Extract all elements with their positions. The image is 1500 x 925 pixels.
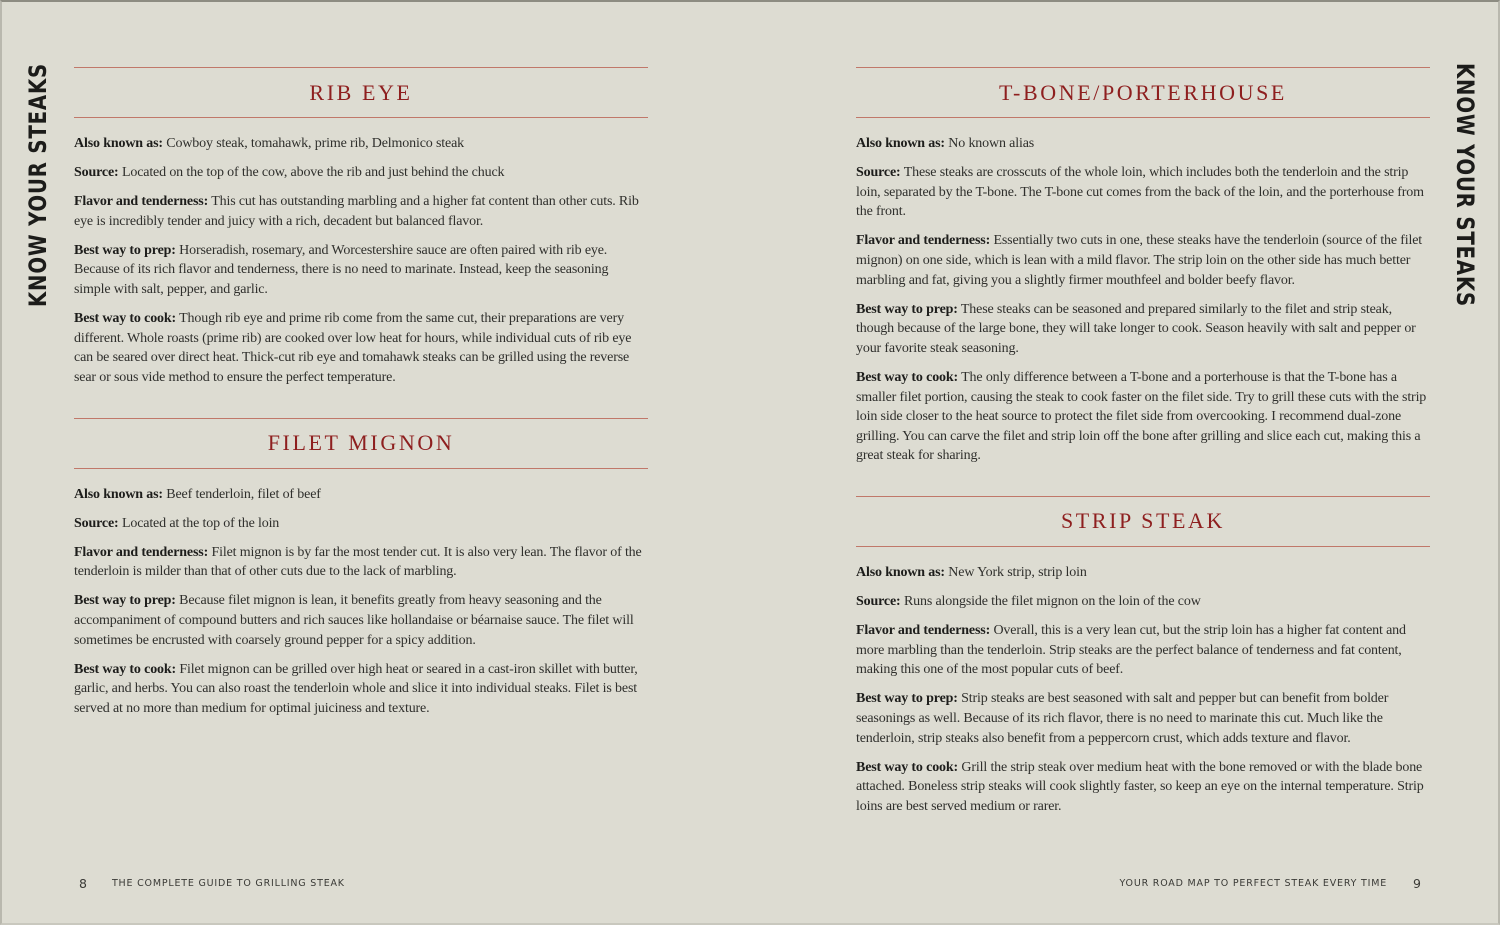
section-filet-mignon — [74, 418, 648, 719]
value: Grill the strip steak over medium heat with the bone removed or with the blade bone attached. Boneless strip steaks will cook slightly faster, so keep an eye on the internal temperature. Strip loins are best served medium or rarer. — [856, 759, 1424, 814]
section-heading-band — [74, 67, 648, 118]
best-way-to-cook — [74, 309, 648, 387]
best-way-to-cook — [856, 368, 1430, 466]
label: Also known as: — [856, 136, 945, 151]
section-title: STRIP STEAK — [1060, 508, 1226, 534]
label: Best way to prep: — [74, 593, 176, 609]
value: Horseradish, rosemary, and Worcestershire sauce are often paired with rib eye. Because of its rich flavor and tenderness, there is no need to marinate. Instead, keep the seasoning simple with salt, pepper, and garlic. — [74, 242, 609, 298]
label: Flavor and tenderness: — [856, 233, 991, 249]
also-known-as — [74, 134, 648, 154]
value: This cut has outstanding marbling and a higher fat content than other cuts. Rib eye is incredibly tender and juicy with a rich, decadent but balanced flavor. — [74, 194, 639, 229]
label: Source: — [856, 165, 901, 181]
section-strip-steak — [856, 496, 1430, 817]
value: Filet mignon is by far the most tender cut. It is also very lean. The flavor of the tenderloin is milder than that of other cuts due to the lack of marbling. — [74, 544, 642, 580]
running-footer-title: THE COMPLETE GUIDE TO GRILLING STEAK — [111, 878, 345, 889]
value: The only difference between a T-bone and a porterhouse is that the T-bone has a smaller filet portion, causing the steak to cook faster on the filet side. Try to grill these cuts with the strip loin side closer to the heat source to protect the filet side from overcooking. I recommend dual-zone grilling. You can carve the filet and strip loin off the bone after grilling and slice each cut, making this a great steak for sharing. — [856, 369, 1427, 464]
right-page-column — [856, 67, 1430, 846]
value: These steaks are crosscuts of the whole loin, which includes both the tenderloin and the strip loin, separated by the T-bone. The T-bone cut comes from the back of the loin, and the porterhouse from the front. — [856, 165, 1424, 220]
source — [74, 514, 648, 534]
best-way-to-prep — [856, 300, 1430, 359]
value: Located on the top of the cow, above the rib and just behind the chuck — [121, 165, 505, 181]
label: Best way to prep: — [856, 691, 958, 707]
value: Though rib eye and prime rib come from the same cut, their preparations are very different. Whole roasts (prime rib) are cooked over low heat for hours, while individual cuts of rib eye can be seared over direct heat. Thick-cut rib eye and tomahawk steaks can be grilled using the reverse sear or sous vide method to ensure the perfect temperature. — [74, 311, 632, 385]
value: Filet mignon can be grilled over high heat or seared in a cast-iron skillet with butter, garlic, and herbs. You can also roast the tenderloin whole and slice it into individual steaks. Filet is best served at no more than medium for optimal juiciness and texture. — [74, 661, 638, 716]
section-heading-band — [74, 418, 648, 469]
source — [856, 592, 1430, 612]
value: Essentially two cuts in one, these steaks have the tenderloin (source of the filet mignon) on one side, which is lean with a mild flavor. The strip loin on the other side has much better marbling and fat, giving you a slightly firmer mouthfeel and bolder beefy flavor. — [856, 233, 1423, 288]
flavor-and-tenderness — [856, 621, 1430, 680]
also-known-as — [74, 485, 648, 505]
left-page-column — [74, 67, 648, 748]
label: Flavor and tenderness: — [74, 194, 209, 210]
label: Source: — [856, 594, 901, 609]
label: Best way to prep: — [856, 301, 958, 317]
side-title-right: KNOW YOUR STEAKS — [1451, 62, 1479, 308]
section-heading-band — [856, 496, 1430, 547]
value: Strip steaks are best seasoned with salt and pepper but can benefit from bolder seasonings as well. Because of its rich flavor, there is no need to marinate this cut. Much like the tenderloin, strip steaks also benefit from a peppercorn crust, which adds texture and flavor. — [856, 691, 1389, 746]
also-known-as — [856, 134, 1430, 154]
label: Source: — [74, 165, 119, 181]
section-title: FILET MIGNON — [267, 430, 455, 456]
value: Cowboy steak, tomahawk, prime rib, Delmonico steak — [166, 136, 465, 151]
side-title-left: KNOW YOUR STEAKS — [24, 62, 52, 308]
flavor-and-tenderness — [856, 231, 1430, 290]
footer-right — [1119, 876, 1421, 891]
value: Beef tenderloin, filet of beef — [166, 486, 321, 502]
label: Also known as: — [856, 564, 945, 580]
label: Best way to cook: — [74, 311, 177, 327]
label: Best way to cook: — [74, 661, 177, 677]
also-known-as — [856, 563, 1430, 583]
section-heading-band — [856, 67, 1430, 118]
best-way-to-cook — [74, 660, 648, 719]
label: Best way to cook: — [856, 369, 959, 385]
page-number: 9 — [1413, 876, 1421, 891]
flavor-and-tenderness — [74, 543, 648, 582]
value: No known alias — [948, 136, 1035, 151]
page-number: 8 — [79, 876, 87, 891]
label: Also known as: — [74, 486, 163, 502]
source — [856, 163, 1430, 222]
best-way-to-prep — [856, 689, 1430, 748]
value: Overall, this is a very lean cut, but the strip loin has a higher fat content and more marbling than the tenderloin. Strip steaks are the perfect balance of tenderness and fat content, making this one of the most popular cuts of beef. — [856, 623, 1406, 678]
value: Because filet mignon is lean, it benefits greatly from heavy seasoning and the accompaniment of compound butters and rich sauces like hollandaise or béarnaise sauce. The filet will sometimes be encrusted with coarsely ground pepper for a spicy addition. — [74, 593, 634, 648]
section-title: T-BONE/PORTERHOUSE — [999, 79, 1287, 105]
value: Runs alongside the filet mignon on the loin of the cow — [903, 594, 1201, 609]
source — [74, 163, 648, 183]
section-rib-eye — [74, 67, 648, 388]
flavor-and-tenderness — [74, 192, 648, 231]
section-t-bone-porterhouse — [856, 67, 1430, 466]
label: Flavor and tenderness: — [74, 544, 209, 560]
value: New York strip, strip loin — [948, 564, 1087, 580]
label: Best way to cook: — [856, 759, 959, 775]
label: Source: — [74, 515, 119, 531]
section-title: RIB EYE — [309, 79, 413, 105]
label: Flavor and tenderness: — [856, 623, 991, 639]
best-way-to-prep — [74, 241, 648, 300]
best-way-to-cook — [856, 758, 1430, 817]
best-way-to-prep — [74, 591, 648, 650]
running-footer-title: YOUR ROAD MAP TO PERFECT STEAK EVERY TIME — [1119, 878, 1388, 889]
footer-left — [79, 876, 345, 891]
label: Best way to prep: — [74, 242, 176, 258]
value: These steaks can be seasoned and prepared similarly to the filet and strip steak, though because of the large bone, they will take longer to cook. Season heavily with salt and pepper or your favorite steak seasoning. — [856, 301, 1416, 356]
value: Located at the top of the loin — [121, 515, 280, 531]
label: Also known as: — [74, 136, 163, 151]
